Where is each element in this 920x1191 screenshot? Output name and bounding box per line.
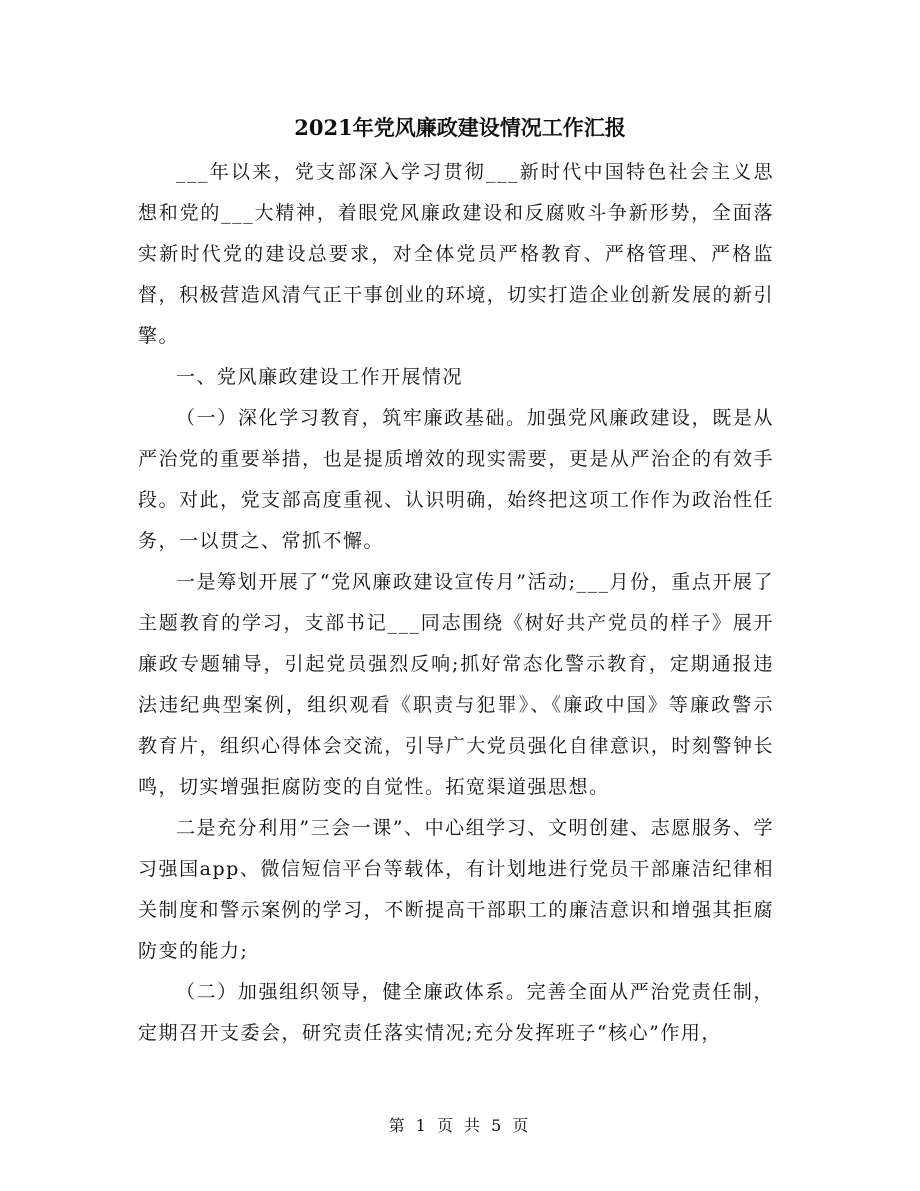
document-body — [138, 152, 774, 1054]
paragraph-item-2: 二是充分利用”三会一课”、中心组学习、文明创建、志愿服务、学习强国app、微信短信平台等载体，有计划地进行党员干部廉洁纪律相关制度和警示案例的学习，不断提高干部职工的廉洁意识和增强其拒腐防变的能力; — [138, 817, 774, 962]
paragraph-item-1: 一是筹划开展了“党风廉政建设宣传月”活动;___月份，重点开展了主题教育的学习，支部书记___同志围绕《树好共产党员的样子》展开廉政专题辅导，引起党员强烈反响;抓好常态化警示教育，定期通报违法违纪典型案例，组织观看《职责与犯罪》、《廉政中国》等廉政警示教育片，组织心得体会交流，引导广大党员强化自律意识，时刻警钟长鸣，切实增强拒腐防变的自觉性。拓宽渠道强思想。 — [138, 571, 774, 798]
paragraph-subsection-2: （二）加强组织领导，健全廉政体系。完善全面从严治党责任制，定期召开支委会，研究责任落实情况;充分发挥班子“核心”作用， — [138, 981, 774, 1044]
paragraph-intro: ___年以来，党支部深入学习贯彻___新时代中国特色社会主义思想和党的___大精神，着眼党风廉政建设和反腐败斗争新形势，全面落实新时代党的建设总要求，对全体党员严格教育、严格管理、严格监督，积极营造风清气正干事创业的环境，切实打造企业创新发展的新引擎。 — [138, 161, 774, 347]
page-number-footer: 第 1 页 共 5 页 — [388, 1116, 532, 1135]
document-title: 2021年党风廉政建设情况工作汇报 — [294, 115, 626, 140]
paragraph-subsection-1: （一）深化学习教育，筑牢廉政基础。加强党风廉政建设，既是从严治党的重要举措，也是提质增效的现实需要，更是从严治企的有效手段。对此，党支部高度重视、认识明确，始终把这项工作作为政治性任务，一以贯之、常抓不懈。 — [138, 407, 774, 552]
section-heading-1: 一、党风廉政建设工作开展情况 — [176, 366, 464, 388]
